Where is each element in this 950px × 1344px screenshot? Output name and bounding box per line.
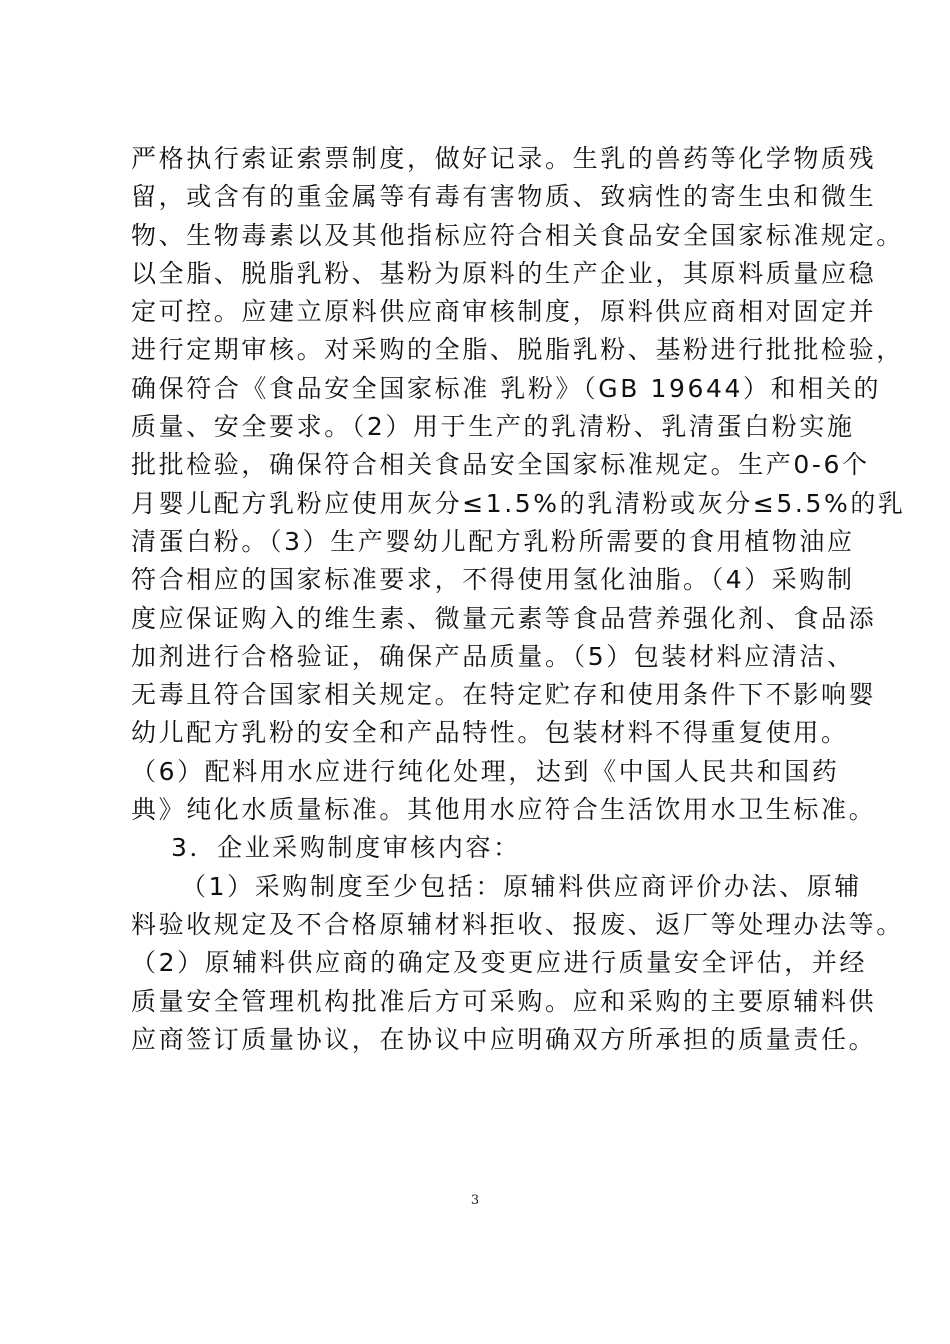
text-line: 物、生物毒素以及其他指标应符合相关食品安全国家标准规定。 <box>131 220 904 250</box>
text-line: 无毒且符合国家相关规定。在特定贮存和使用条件下不影响婴 <box>131 680 877 710</box>
text-line: 批批检验，确保符合相关食品安全国家标准规定。生产0-6个 <box>131 450 870 480</box>
text-line: 度应保证购入的维生素、微量元素等食品营养强化剂、食品添 <box>131 603 877 633</box>
text-line: 严格执行索证索票制度，做好记录。生乳的兽药等化学物质残 <box>131 144 877 173</box>
text-line: 质量安全管理机构批准后方可采购。应和采购的主要原辅料供 <box>131 986 877 1016</box>
text-line: 定可控。应建立原料供应商审核制度，原料供应商相对固定并 <box>131 297 877 327</box>
text-line: 幼儿配方乳粉的安全和产品特性。包装材料不得重复使用。 <box>131 718 849 748</box>
text-line: 应商签订质量协议，在协议中应明确双方所承担的质量责任。 <box>131 1024 877 1054</box>
text-line: 加剂进行合格验证，确保产品质量。（5）包装材料应清洁、 <box>131 641 855 671</box>
text-line: 进行定期审核。对采购的全脂、脱脂乳粉、基粉进行批批检验， <box>131 335 904 365</box>
text-line: 确保符合《食品安全国家标准 乳粉》（GB 19644）和相关的 <box>131 373 882 403</box>
page-number: 3 <box>470 1193 480 1208</box>
text-line: （6）配料用水应进行纯化处理，达到《中国人民共和国药 <box>131 756 840 786</box>
text-line: 月婴儿配方乳粉应使用灰分≤1.5%的乳清粉或灰分≤5.5%的乳 <box>131 488 906 518</box>
text-line: 质量、安全要求。（2）用于生产的乳清粉、乳清蛋白粉实施 <box>131 412 855 442</box>
text-line: 清蛋白粉。（3）生产婴幼儿配方乳粉所需要的食用植物油应 <box>131 526 855 556</box>
text-line: 以全脂、脱脂乳粉、基粉为原料的生产企业，其原料质量应稳 <box>131 258 877 288</box>
text-line: 符合相应的国家标准要求，不得使用氢化油脂。（4）采购制 <box>131 565 855 595</box>
text-line: 料验收规定及不合格原辅材料拒收、报废、返厂等处理办法等。 <box>131 909 904 939</box>
text-line: 典》纯化水质量标准。其他用水应符合生活饮用水卫生标准。 <box>131 795 877 825</box>
text-line: 留，或含有的重金属等有毒有害物质、致病性的寄生虫和微生 <box>131 182 877 212</box>
section-heading: 3．企业采购制度审核内容： <box>171 833 521 863</box>
text-line: （1）采购制度至少包括：原辅料供应商评价办法、原辅 <box>181 871 862 901</box>
body-text <box>131 140 906 1059</box>
text-line: （2）原辅料供应商的确定及变更应进行质量安全评估，并经 <box>131 948 868 978</box>
